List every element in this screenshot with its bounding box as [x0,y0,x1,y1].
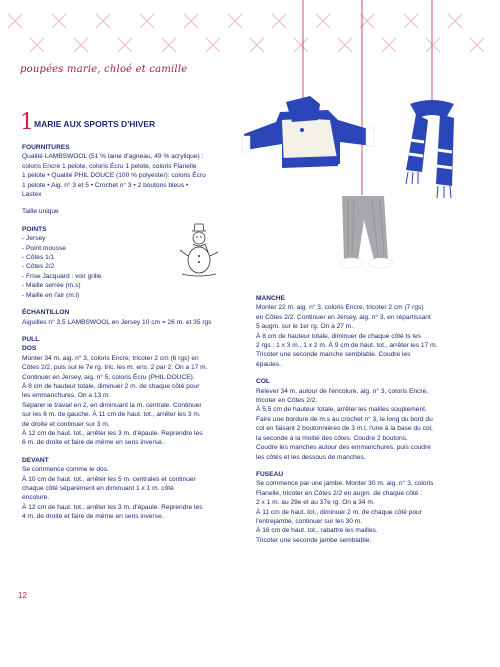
scarf-illustration [406,100,454,198]
text-line: Aiguilles n° 3,5 LAMBSWOOL en Jersey 10 cm = 26 m. et 35 rgs [22,318,212,326]
heading-manche: MANCHE [256,295,285,302]
page-number: 12 [18,591,27,600]
text-line: col en faisant 2 boutonnières de 3 m.l, l'une à la base du col, [256,425,433,433]
text-line: - Point mousse [22,244,66,252]
heading-col: COL [256,378,270,386]
right-column [256,294,492,545]
text-line: encolure. [22,494,50,502]
text-line: À 8 cm de hauteur totale, diminuer 2 m. de chaque côté pour [22,382,200,390]
heading-devant: DEVANT [22,456,49,464]
text-line: Relever 34 m. autour de l'encolure, aig. n° 3, coloris Encre, [256,387,429,395]
text-line: 1 pelote • Aig. n° 3 et 5 • Crochet n° 3 • 2 boutons bleus • [22,181,189,189]
echantillon-text [22,318,254,327]
knitted-garments-illustration [240,60,490,280]
text-line: les emmanchures. On a 13 m. [22,392,111,400]
devant-text [22,465,254,521]
series-title: poupées marie, chloé et camille [20,64,188,75]
text-line: À 12 cm de haut. tot., arrêter les 3 m. d'épaule. Reprendre les [22,503,203,511]
heading-fuseau: FUSEAU [256,470,284,478]
fuseau-text [256,479,492,545]
header-pattern [0,0,500,60]
text-line: Continuer en Jersey, aig. n° 5, coloris Écru (PHIL DOUCE). [22,373,195,381]
text-line: la seconde à la moitié des côtes. Coudre 2 boutons. [256,434,408,442]
text-line: À 5,5 cm de hauteur totale, arrêter les mailles souplement. [256,406,427,414]
text-line: 5 augm. sur le 1er rg. On a 27 m. [256,323,354,331]
text-line: Côtes 2/2, puis sur le 7e rg. tric. les m. ens. 2 par 2. On a 17 m. [22,364,208,372]
text-line: Séparer le travail en 2, en diminuant la m. centrale. Continuer [22,401,202,409]
section-number: 1 [20,110,34,135]
heading-dos: DOS [22,345,37,353]
text-line: Flanelle, tricoter en Côtes 2/2 en augm. de chaque côté : [256,489,423,497]
text-line: - Maille serrée (m.s) [22,282,81,290]
section-title: MARIE AUX SPORTS D'HIVER [34,119,156,129]
text-line: - Côtes 2/2 [22,263,55,271]
text-line: À 10 cm de haut. tot., arrêter les 5 m. centrales et continuer [22,475,196,483]
text-line: coloris Encre 1 pelote, coloris Écru 1 pelote, coloris Flanelle [22,162,197,170]
text-line: Qualité LAMBSWOOL (51 % laine d'agneau, 49 % acrylique) : [22,153,204,161]
dos-text [22,354,254,448]
text-line: les côtés et les dessous de manches. [256,453,366,461]
text-line: Tricoter une seconde manche semblable. Coudre les [256,351,411,359]
left-column [22,143,254,522]
text-line: - Maille en l'air (m.l) [22,291,80,299]
pants-illustration [339,196,393,268]
text-line: Se commence comme le dos. [22,466,109,474]
text-line: Se commence par une jambe. Monter 30 m. aig. n° 3, coloris [256,480,434,488]
text-line: 2 x 1 m. au 29e et au 37e rg. On a 34 m. [256,499,375,507]
text-line: 4 m. de droite et faire de même en sens inverse. [22,513,164,521]
text-line: Monter 34 m. aig. n° 3, coloris Encre, tricoter 2 cm (6 rgs) en [22,354,199,362]
fournitures-list [22,152,254,199]
text-line: de droite et continuer sur 3 m. [22,420,110,428]
text-line: sur les 6 m. de gauche. À 11 cm de haut. tot., arrêter les 3 m. [22,411,201,419]
heading-fournitures: FOURNITURES [22,144,70,151]
text-line: Faire une bordure de m.s au crochet n° 3, le long du bord du [256,415,433,423]
heading-points: POINTS [22,225,47,233]
text-line: épaules. [256,360,281,368]
text-line: en Côtes 2/2. Continuer en Jersey, aig. n° 3, en répartissant [256,313,431,321]
text-line: 2 rgs : 1 x 3 m., 1 x 2 m. À 9 cm de haut. tot., arrêter les 17 m. [256,342,438,350]
text-line: À 8 cm de hauteur totale, diminuer de chaque côté ts les [256,332,421,340]
text-line: À 16 cm de haut. tot., rabattre les mailles. [256,527,378,535]
text-line: tricoter en Côtes 2/2. [256,397,318,405]
text-line: l'entrejambe, continuer sur les 30 m. [256,517,363,525]
heading-pull: PULL [22,335,40,343]
manche-text [256,303,492,369]
text-line: Lastex [22,191,42,199]
text-line: - Jersey [22,235,46,243]
points-list [22,234,254,300]
text-line: À 12 cm de haut. tot., arrêter les 3 m. d'épaule. Reprendre les [22,429,203,437]
size-text: Taille unique [22,208,59,216]
text-line: - Frise Jacquard : voir grille [22,272,102,280]
col-text [256,387,492,462]
text-line: chaque côté séparément en diminuant 1 x 1 m. côté [22,485,174,492]
text-line: À 11 cm de haut. tot., diminuer 2 m. de chaque côté pour [256,508,422,516]
text-line: 6 m. de droite et faire de même en sens inverse. [22,439,164,447]
cross-pattern [0,0,500,60]
sweater-illustration [242,96,374,168]
text-line: - Côtes 1/1 [22,254,55,262]
text-line: Monter 22 m. aig. n° 3, coloris Encre, tricoter 2 cm (7 rgs) [256,304,424,312]
heading-echantillon: ÉCHANTILLON [22,309,70,317]
text-line: Tricoter une seconde jambe semblable. [256,536,372,544]
text-line: Coudre les manches autour des emmanchures, puis coudre [256,444,431,452]
text-line: 1 pelote • Qualité PHIL DOUCE (100 % polyester): coloris Écru [22,172,206,180]
